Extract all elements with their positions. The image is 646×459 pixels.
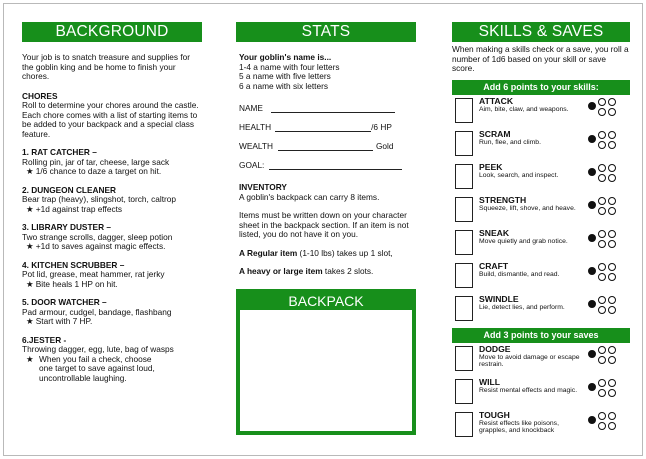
filled-dot-icon[interactable] <box>588 234 596 242</box>
skill-row-scram <box>452 128 630 161</box>
backpack-box[interactable] <box>236 289 416 435</box>
regular-item-rule: A Regular item (1-10 lbs) takes up 1 slot, <box>239 247 393 258</box>
skill-desc: Move quietly and grab notice. <box>479 237 568 245</box>
empty-dot-icon[interactable] <box>608 174 616 182</box>
skill-desc: Run, flee, and climb. <box>479 138 541 146</box>
skill-name: PEEK <box>479 161 503 172</box>
save-name: TOUGH <box>479 409 510 420</box>
star-icon: ★ <box>26 166 36 176</box>
chore-3 <box>22 223 202 252</box>
background-header: BACKGROUND <box>22 22 202 42</box>
chore-1 <box>22 148 202 177</box>
filled-dot-icon[interactable] <box>588 383 596 391</box>
chore-title: 2. DUNGEON CLEANER <box>22 184 117 195</box>
chore-4 <box>22 261 202 290</box>
wealth-field[interactable] <box>239 132 416 151</box>
skill-score-box[interactable] <box>455 164 473 189</box>
filled-dot-icon[interactable] <box>588 201 596 209</box>
chore-items: Pot lid, grease, meat hammer, rat jerky <box>22 269 165 279</box>
background-column <box>22 4 202 383</box>
save-row-tough <box>452 409 630 442</box>
name-field[interactable] <box>239 94 416 113</box>
chore-title: 5. DOOR WATCHER – <box>22 297 107 307</box>
skill-score-box[interactable] <box>455 263 473 288</box>
skill-row-strength <box>452 194 630 227</box>
chore-perk: +1d to saves against magic effects. <box>35 241 166 251</box>
star-icon: ★ <box>26 316 36 326</box>
save-desc: Move to avoid damage or escape restrain. <box>479 353 580 369</box>
goal-line[interactable] <box>269 161 402 170</box>
save-dots[interactable] <box>588 412 628 432</box>
save-list <box>452 343 630 442</box>
skill-name: SNEAK <box>479 227 510 238</box>
name-rule: 6 a name with six letters <box>239 80 328 91</box>
empty-dot-icon[interactable] <box>598 131 606 139</box>
skill-desc: Build, dismantle, and read. <box>479 270 560 278</box>
chore-items: Pad armour, cudgel, bandage, flashbang <box>22 306 172 317</box>
chore-title: 4. KITCHEN SCRUBBER – <box>22 259 125 270</box>
name-line[interactable] <box>271 104 395 113</box>
chore-6 <box>22 336 202 384</box>
empty-dot-icon[interactable] <box>598 273 606 281</box>
skill-desc: Squeeze, lift, shove, and heave. <box>479 204 576 212</box>
name-rule: 5 a name with five letters <box>239 71 331 81</box>
star-icon: ★ <box>26 203 36 214</box>
health-field[interactable] <box>239 113 416 132</box>
chore-title: 1. RAT CATCHER – <box>22 147 97 157</box>
health-label: HEALTH <box>239 122 272 132</box>
filled-dot-icon[interactable] <box>588 416 596 424</box>
skill-dots[interactable] <box>588 131 628 151</box>
empty-dot-icon[interactable] <box>608 296 616 304</box>
saves-points-header: Add 3 points to your saves <box>452 328 630 343</box>
empty-dot-icon[interactable] <box>608 422 616 430</box>
save-dots[interactable] <box>588 346 628 366</box>
empty-dot-icon[interactable] <box>598 356 606 364</box>
empty-dot-icon[interactable] <box>598 422 606 430</box>
empty-dot-icon[interactable] <box>608 306 616 314</box>
chores-text: Roll to determine your chores around the castle. Each chore comes with a list of starting items to be added to your backpack and a special class feature. <box>22 100 199 139</box>
save-name: WILL <box>479 376 500 387</box>
wealth-label: WEALTH <box>239 141 273 151</box>
skills-column <box>452 4 630 442</box>
goal-field[interactable] <box>239 151 416 170</box>
skill-score-box[interactable] <box>455 197 473 222</box>
stats-column <box>236 4 416 435</box>
empty-dot-icon[interactable] <box>598 263 606 271</box>
wealth-line[interactable] <box>278 142 373 151</box>
chore-items: Bear trap (heavy), slingshot, torch, caltrop <box>22 194 177 204</box>
skill-dots[interactable] <box>588 164 628 184</box>
star-icon: ★ <box>26 241 36 251</box>
goal-label: GOAL: <box>239 160 265 170</box>
empty-dot-icon[interactable] <box>608 131 616 139</box>
filled-dot-icon[interactable] <box>588 267 596 275</box>
skill-name: STRENGTH <box>479 194 527 205</box>
skill-name: SWINDLE <box>479 293 519 304</box>
empty-dot-icon[interactable] <box>598 389 606 397</box>
empty-dot-icon[interactable] <box>598 164 606 172</box>
filled-dot-icon[interactable] <box>588 350 596 358</box>
chore-2 <box>22 186 202 215</box>
empty-dot-icon[interactable] <box>608 98 616 106</box>
skill-name: CRAFT <box>479 260 509 271</box>
name-label: NAME <box>239 103 263 113</box>
empty-dot-icon[interactable] <box>608 412 616 420</box>
empty-dot-icon[interactable] <box>608 346 616 354</box>
backpack-header: BACKPACK <box>240 293 412 310</box>
skill-row-craft <box>452 260 630 293</box>
inventory-text-2: Items must be written down on your character sheet in the backpack section. If an item is not listed, you do not have it on you. <box>239 210 409 239</box>
chores-heading: CHORES <box>22 90 58 101</box>
skill-row-sneak <box>452 227 630 260</box>
skills-intro: When making a skills check or a save, you roll a number of 1d6 based on your skill or save score. <box>452 44 629 73</box>
empty-dot-icon[interactable] <box>608 141 616 149</box>
save-score-box[interactable] <box>455 379 473 404</box>
save-desc: Resist mental effects and magic. <box>479 386 578 394</box>
empty-dot-icon[interactable] <box>608 273 616 281</box>
inventory-heading: INVENTORY <box>239 182 287 192</box>
empty-dot-icon[interactable] <box>598 230 606 238</box>
chore-5 <box>22 298 202 327</box>
empty-dot-icon[interactable] <box>608 164 616 172</box>
empty-dot-icon[interactable] <box>608 207 616 215</box>
chore-perk: Start with 7 HP. <box>35 316 93 326</box>
skill-row-peek <box>452 161 630 194</box>
skill-dots[interactable] <box>588 230 628 250</box>
filled-dot-icon[interactable] <box>588 102 596 110</box>
skill-dots[interactable] <box>588 98 628 118</box>
filled-dot-icon[interactable] <box>588 168 596 176</box>
wealth-suffix: Gold <box>375 141 394 151</box>
chore-items: Rolling pin, jar of tar, cheese, large sack <box>22 156 170 167</box>
name-rule: 1-4 a name with four letters <box>239 61 340 72</box>
chore-items: Throwing dagger, egg, lute, bag of wasps <box>22 344 174 354</box>
skill-desc: Aim, bite, claw, and weapons. <box>479 105 569 113</box>
skill-desc: Lie, detect lies, and perform. <box>479 303 565 311</box>
empty-dot-icon[interactable] <box>598 197 606 205</box>
background-intro: Your job is to snatch treasure and supplies for the goblin king and be home to finish your chores. <box>22 52 191 81</box>
save-score-box[interactable] <box>455 346 473 371</box>
empty-dot-icon[interactable] <box>598 174 606 182</box>
skill-score-box[interactable] <box>455 131 473 156</box>
empty-dot-icon[interactable] <box>608 240 616 248</box>
empty-dot-icon[interactable] <box>608 356 616 364</box>
skill-row-swindle <box>452 293 630 326</box>
empty-dot-icon[interactable] <box>598 379 606 387</box>
chore-perk: When you fail a check, choose one target to save against loud, uncontrollable laughing. <box>39 353 155 383</box>
empty-dot-icon[interactable] <box>608 389 616 397</box>
empty-dot-icon[interactable] <box>598 306 606 314</box>
empty-dot-icon[interactable] <box>608 263 616 271</box>
heavy-item-rule: A heavy or large item takes 2 slots. <box>239 266 374 276</box>
empty-dot-icon[interactable] <box>608 230 616 238</box>
health-line[interactable] <box>275 123 371 132</box>
skill-name: ATTACK <box>479 95 514 106</box>
skill-dots[interactable] <box>588 263 628 283</box>
empty-dot-icon[interactable] <box>608 197 616 205</box>
empty-dot-icon[interactable] <box>598 108 606 116</box>
save-desc: Resist effects like poisons, grapples, and knockback <box>479 419 559 435</box>
empty-dot-icon[interactable] <box>598 207 606 215</box>
chore-perk: 1/6 chance to daze a target on hit. <box>35 166 162 176</box>
skills-header: SKILLS & SAVES <box>452 22 630 42</box>
skill-row-attack <box>452 95 630 128</box>
chore-title: 3. LIBRARY DUSTER – <box>22 222 111 232</box>
empty-dot-icon[interactable] <box>598 141 606 149</box>
skills-points-header: Add 6 points to your skills: <box>452 80 630 95</box>
chore-items: Two strange scrolls, dagger, sleep potion <box>22 231 173 242</box>
stats-header: STATS <box>236 22 416 42</box>
empty-dot-icon[interactable] <box>598 346 606 354</box>
star-icon: ★ <box>26 278 36 289</box>
empty-dot-icon[interactable] <box>598 296 606 304</box>
save-row-dodge <box>452 343 630 376</box>
skill-desc: Look, search, and inspect. <box>479 171 559 179</box>
save-dots[interactable] <box>588 379 628 399</box>
chore-title: 6.JESTER - <box>22 334 67 345</box>
skill-score-box[interactable] <box>455 230 473 255</box>
chore-perk: +1d against trap effects <box>35 203 123 214</box>
name-heading: Your goblin's name is... <box>239 52 332 62</box>
health-suffix: /6 HP <box>371 122 392 132</box>
skill-list <box>452 95 630 326</box>
save-name: DODGE <box>479 343 511 354</box>
empty-dot-icon[interactable] <box>608 108 616 116</box>
empty-dot-icon[interactable] <box>598 98 606 106</box>
skill-score-box[interactable] <box>455 296 473 321</box>
empty-dot-icon[interactable] <box>598 240 606 248</box>
skill-dots[interactable] <box>588 296 628 316</box>
character-sheet <box>3 3 643 456</box>
skill-dots[interactable] <box>588 197 628 217</box>
skill-score-box[interactable] <box>455 98 473 123</box>
empty-dot-icon[interactable] <box>608 379 616 387</box>
chore-perk: Bite heals 1 HP on hit. <box>35 278 118 289</box>
skill-name: SCRAM <box>479 128 511 139</box>
save-score-box[interactable] <box>455 412 473 437</box>
empty-dot-icon[interactable] <box>598 412 606 420</box>
save-row-will <box>452 376 630 409</box>
filled-dot-icon[interactable] <box>588 300 596 308</box>
inventory-text: A goblin's backpack can carry 8 items. <box>239 191 380 202</box>
star-icon: ★ <box>26 353 34 364</box>
filled-dot-icon[interactable] <box>588 135 596 143</box>
